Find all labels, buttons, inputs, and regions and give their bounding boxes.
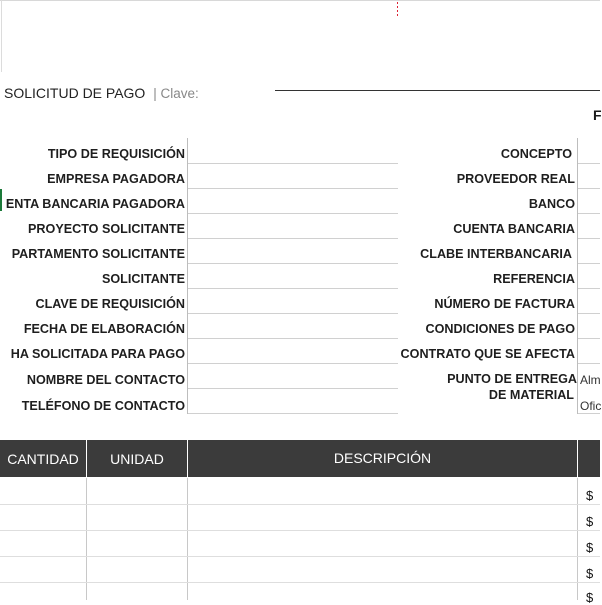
field-contrato-afecta[interactable] <box>578 339 600 364</box>
label-fecha-solicitada-pago: HA SOLICITADA PARA PAGO <box>10 347 185 361</box>
label-punto-entrega-2: DE MATERIAL <box>488 388 574 402</box>
label-clabe-interbancaria: CLABE INTERBANCARIA <box>420 247 572 261</box>
label-proveedor-real: PROVEEDOR REAL <box>456 172 575 186</box>
label-proyecto-solicitante: PROYECTO SOLICITANTE <box>28 222 185 236</box>
field-clave-requisicion[interactable] <box>188 289 398 314</box>
field-concepto[interactable] <box>578 139 600 164</box>
label-telefono-contacto: TELÉFONO DE CONTACTO <box>21 399 185 413</box>
field-departamento-solicitante[interactable] <box>188 239 398 264</box>
table-row[interactable] <box>0 582 600 583</box>
page-break-marker <box>397 2 398 16</box>
left-border <box>1 0 2 72</box>
header-descripcion: DESCRIPCIÓN <box>333 450 432 466</box>
field-proyecto-solicitante[interactable] <box>188 214 398 239</box>
field-telefono-contacto[interactable] <box>188 389 398 414</box>
field-numero-factura[interactable] <box>578 289 600 314</box>
form-title-text: SOLICITUD DE PAGO <box>4 85 146 101</box>
top-border <box>0 0 600 1</box>
field-punto-entrega <box>578 389 600 414</box>
label-tipo-requisicion: TIPO DE REQUISICIÓN <box>47 147 185 161</box>
label-solicitante: SOLICITANTE <box>101 272 185 286</box>
field-nombre-contacto[interactable] <box>188 364 398 389</box>
delivery-option-oficina[interactable]: Ofic <box>580 399 602 413</box>
field-condiciones-pago[interactable] <box>578 314 600 339</box>
delivery-option-almacen[interactable]: Alm <box>580 373 601 387</box>
field-clabe-interbancaria[interactable] <box>578 239 600 264</box>
label-condiciones-pago: CONDICIONES DE PAGO <box>425 322 575 336</box>
label-contrato-afecta: CONTRATO QUE SE AFECTA <box>400 347 575 361</box>
label-concepto: CONCEPTO <box>500 147 572 161</box>
header-cantidad: CANTIDAD <box>7 451 79 467</box>
label-clave-requisicion: CLAVE DE REQUISICIÓN <box>35 297 185 311</box>
label-referencia: REFERENCIA <box>493 272 575 286</box>
field-cuenta-bancaria[interactable] <box>578 214 600 239</box>
label-cuenta-bancaria: CUENTA BANCARIA <box>453 222 575 236</box>
label-cuenta-bancaria-pagadora: ENTA BANCARIA PAGADORA <box>5 197 185 211</box>
table-row[interactable] <box>0 504 600 505</box>
currency-symbol: $ <box>586 540 594 555</box>
selected-cell-indicator <box>0 189 2 211</box>
clave-label: | Clave: <box>153 86 199 101</box>
table-row[interactable] <box>0 530 600 531</box>
currency-symbol: $ <box>586 590 594 605</box>
date-label-fragment: F <box>593 107 602 123</box>
field-empresa-pagadora[interactable] <box>188 164 398 189</box>
field-cuenta-bancaria-pagadora[interactable] <box>188 189 398 214</box>
label-nombre-contacto: NOMBRE DEL CONTACTO <box>26 373 185 387</box>
label-fecha-elaboracion: FECHA DE ELABORACIÓN <box>23 322 185 336</box>
currency-symbol: $ <box>586 566 594 581</box>
label-numero-factura: NÚMERO DE FACTURA <box>434 297 575 311</box>
currency-symbol: $ <box>586 514 594 529</box>
header-separator <box>577 440 578 477</box>
field-banco[interactable] <box>578 189 600 214</box>
field-fecha-solicitada-pago[interactable] <box>188 339 398 364</box>
label-banco: BANCO <box>528 197 575 211</box>
label-departamento-solicitante: PARTAMENTO SOLICITANTE <box>11 247 185 261</box>
currency-symbol: $ <box>586 488 594 503</box>
field-fecha-elaboracion[interactable] <box>188 314 398 339</box>
field-referencia[interactable] <box>578 264 600 289</box>
clave-input-line[interactable] <box>275 90 600 91</box>
field-tipo-requisicion[interactable] <box>188 139 398 164</box>
label-empresa-pagadora: EMPRESA PAGADORA <box>47 172 185 186</box>
header-unidad: UNIDAD <box>110 451 164 467</box>
field-proveedor-real[interactable] <box>578 164 600 189</box>
label-punto-entrega-1: PUNTO DE ENTREGA <box>447 372 577 386</box>
form-title <box>4 85 199 101</box>
field-solicitante[interactable] <box>188 264 398 289</box>
table-row[interactable] <box>0 556 600 557</box>
